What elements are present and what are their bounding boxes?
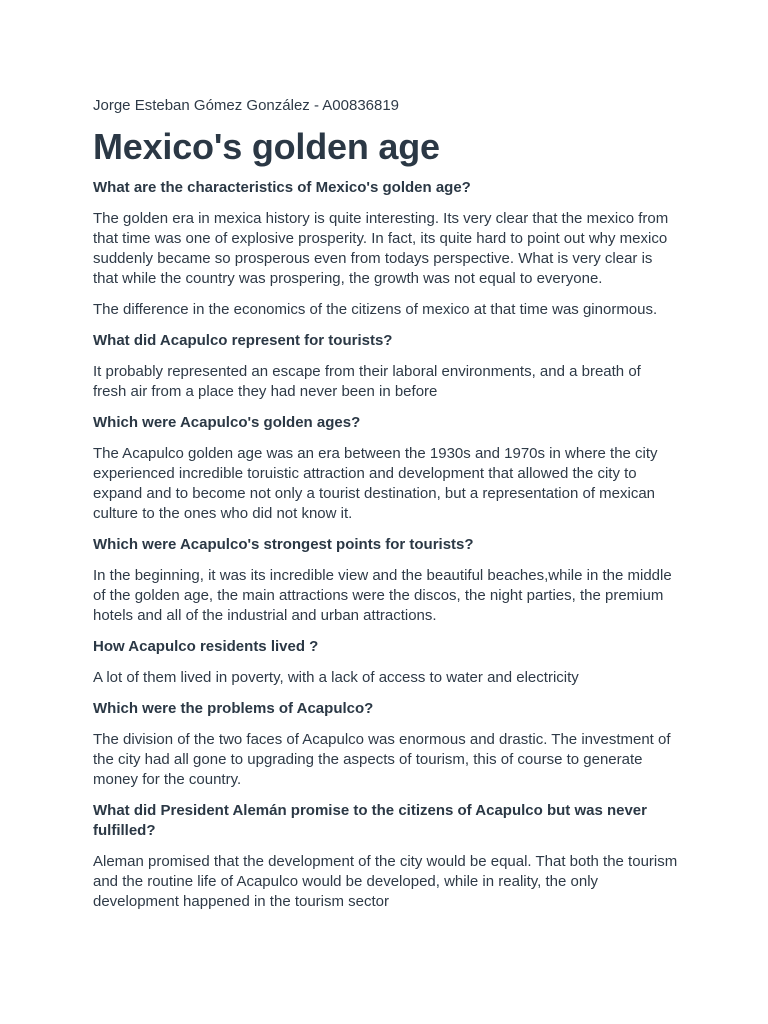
answer-paragraph: The difference in the economics of the citizens of mexico at that time was ginormous. [93, 301, 658, 318]
answer-paragraph: A lot of them lived in poverty, with a lack of access to water and electricity [93, 669, 579, 686]
section-characteristics [93, 178, 678, 320]
question-heading: Which were the problems of Acapulco? [93, 700, 374, 717]
question-heading: How Acapulco residents lived ? [93, 638, 319, 655]
answer-paragraph: The division of the two faces of Acapulco was enormous and drastic. The investment of the city had all gone to upgrading the aspects of tourism, this of course to generate money for the country. [93, 731, 671, 788]
answer-paragraph: Aleman promised that the development of the city would be equal. That both the tourism and the routine life of Acapulco would be developed, while in reality, the only development happened in the tourism sector [93, 853, 678, 910]
question-heading: What did Acapulco represent for tourists? [93, 332, 393, 349]
section-acapulco-representation [93, 331, 678, 402]
section-aleman-promise [93, 801, 678, 912]
section-strongest-points [93, 535, 678, 626]
document-page [93, 96, 678, 923]
answer-paragraph: The Acapulco golden age was an era between the 1930s and 1970s in where the city experienced incredible toruistic attraction and development that allowed the city to expand and to become not only a tourist destination, but a representation of mexican culture to the ones who did not know it. [93, 445, 658, 522]
document-title: Mexico's golden age [93, 126, 440, 167]
answer-paragraph: The golden era in mexica history is quite interesting. Its very clear that the mexico from that time was one of explosive prosperity. In fact, its quite hard to point out why mexico suddenly became so prosperous even from todays perspective. What is very clear is that while the country was prospering, the growth was not equal to everyone. [93, 210, 669, 287]
question-heading: What are the characteristics of Mexico's golden age? [93, 179, 471, 196]
question-heading: Which were Acapulco's strongest points for tourists? [93, 536, 474, 553]
question-heading: Which were Acapulco's golden ages? [93, 414, 361, 431]
section-residents [93, 637, 678, 688]
answer-paragraph: In the beginning, it was its incredible view and the beautiful beaches,while in the middle of the golden age, the main attractions were the discos, the night parties, the premium hotels and all of the industrial and urban attractions. [93, 567, 672, 624]
section-problems [93, 699, 678, 790]
answer-paragraph: It probably represented an escape from their laboral environments, and a breath of fresh air from a place they had never been in before [93, 363, 641, 400]
section-acapulco-golden-ages [93, 413, 678, 524]
author-line: Jorge Esteban Gómez González - A00836819 [93, 97, 400, 114]
question-heading: What did President Alemán promise to the citizens of Acapulco but was never fulfilled? [93, 802, 647, 839]
